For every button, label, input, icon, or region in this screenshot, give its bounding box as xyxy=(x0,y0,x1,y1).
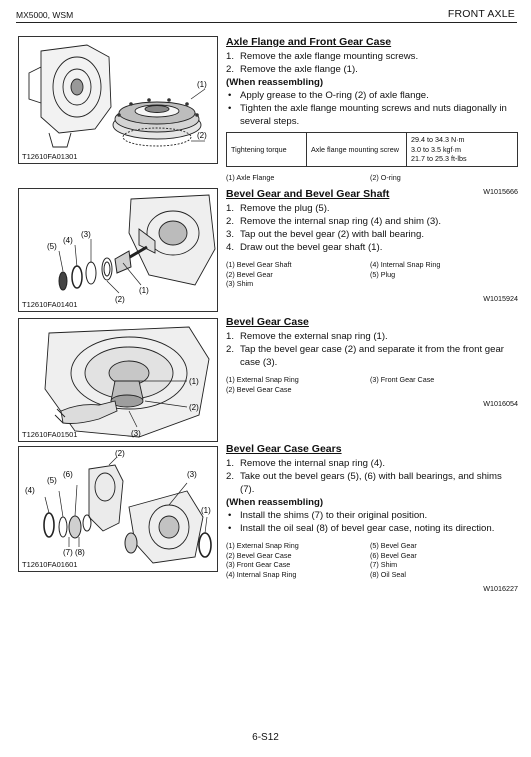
fig2-callout-3: (3) xyxy=(81,230,91,239)
section-title: Bevel Gear Case xyxy=(226,316,309,328)
fig2-callout-2: (2) xyxy=(115,295,125,304)
fig2-callout-5: (5) xyxy=(47,242,57,251)
step: 1. Remove the external snap ring (1). xyxy=(226,331,388,342)
section-title: Bevel Gear Case Gears xyxy=(226,443,342,455)
legend-item: (2) O-ring xyxy=(370,172,401,182)
bullet: • Apply grease to the O-ring (2) of axle flange. xyxy=(228,90,429,101)
fig4-callout-1: (1) xyxy=(201,506,211,515)
legend-item: (1) External Snap Ring xyxy=(226,375,299,384)
parts-legend xyxy=(226,541,518,579)
fig4-callout-6: (6) xyxy=(63,470,73,479)
doc-code: W1015924 xyxy=(483,293,518,303)
legend-item: (7) Shim xyxy=(370,560,398,570)
section-bevel-gear-case-gears xyxy=(226,443,518,593)
legend-item: (4) Internal Snap Ring xyxy=(226,569,297,579)
fig1-callout-2: (2) xyxy=(197,131,207,140)
step: 1. Remove the plug (5). xyxy=(226,203,330,214)
page-number: 6-S12 xyxy=(252,732,279,743)
legend-item xyxy=(370,385,518,395)
reassembly-heading: (When reassembling) xyxy=(226,77,324,88)
legend-item: (2) Bevel Gear Case xyxy=(226,384,292,394)
step: 4. Draw out the bevel gear shaft (1). xyxy=(226,242,383,253)
doc-code: W1016054 xyxy=(483,399,518,409)
bevel-gear-case-illustration xyxy=(19,319,218,442)
figure-bevel-gear-case-gears xyxy=(18,446,218,572)
section-title: Bevel Gear and Bevel Gear Shaft xyxy=(226,188,390,200)
fig4-callout-5: (5) xyxy=(47,476,57,485)
figure-axle-flange xyxy=(18,36,218,164)
torque-values: 29.4 to 34.3 N·m 3.0 to 3.5 kgf·m 21.7 to 25.3 ft-lbs xyxy=(407,133,518,167)
bullet: • Tighten the axle flange mounting screws and nuts diagonally in several steps. xyxy=(228,103,507,127)
step: 1. Remove the axle flange mounting screws. xyxy=(226,51,419,62)
parts-legend xyxy=(226,375,518,394)
step: 1. Remove the internal snap ring (4). xyxy=(226,458,386,469)
procedure-steps xyxy=(226,202,518,254)
doc-code: W1016227 xyxy=(483,584,518,594)
legend-item: (5) Plug xyxy=(370,269,396,279)
section-bevel-gear-shaft xyxy=(226,188,518,303)
section-title: Axle Flange and Front Gear Case xyxy=(226,36,392,48)
legend-item xyxy=(370,279,518,289)
fig4-callout-7-8: (7) (8) xyxy=(63,548,85,557)
bullet: • Install the oil seal (8) of bevel gear case, noting its direction. xyxy=(228,523,495,534)
section-axle-flange xyxy=(226,36,518,196)
page-header xyxy=(16,6,515,20)
doc-code: W1015666 xyxy=(483,187,518,197)
step: 3. Tap out the bevel gear (2) with ball bearing. xyxy=(226,229,424,240)
figure-bevel-gear-case xyxy=(18,318,218,442)
fig2-callout-4: (4) xyxy=(63,236,73,245)
legend-item: (3) Front Gear Case xyxy=(370,375,435,384)
legend-item: (1) Axle Flange xyxy=(226,172,275,182)
fig3-callout-2: (2) xyxy=(189,403,199,412)
legend-item: (6) Bevel Gear xyxy=(370,550,417,560)
fig1-callout-1: (1) xyxy=(197,80,207,89)
procedure-steps xyxy=(226,457,518,496)
fig3-callout-3: (3) xyxy=(131,429,141,438)
legend-item: (2) Bevel Gear Case xyxy=(226,550,292,560)
fig4-callout-2: (2) xyxy=(115,449,125,458)
fig2-callout-1: (1) xyxy=(139,286,149,295)
figure-id: T12610FA01301 xyxy=(22,152,78,161)
step: 2. Remove the axle flange (1). xyxy=(226,64,358,75)
legend-item: (1) External Snap Ring xyxy=(226,541,299,550)
reassembly-heading: (When reassembling) xyxy=(226,497,324,508)
legend-item: (3) Shim xyxy=(226,279,254,289)
legend-item: (3) Front Gear Case xyxy=(226,560,291,570)
figure-id: T12610FA01501 xyxy=(22,430,78,439)
legend-item: (2) Bevel Gear xyxy=(226,269,273,279)
figure-id: T12610FA01401 xyxy=(22,300,78,309)
header-manual-id: MX5000, WSM xyxy=(16,10,74,20)
torque-item: Axle flange mounting screw xyxy=(307,133,407,167)
fig4-callout-4: (4) xyxy=(25,486,35,495)
bevel-gear-case-gears-illustration xyxy=(19,447,218,572)
step: 2. Remove the internal snap ring (4) and shim (3). xyxy=(226,216,442,227)
step: 2. Take out the bevel gears (5), (6) with ball bearings, and shims (7). xyxy=(226,471,502,495)
figure-bevel-gear-shaft xyxy=(18,188,218,312)
header-rule xyxy=(16,22,517,23)
legend-item: (1) Bevel Gear Shaft xyxy=(226,260,292,269)
fig3-callout-1: (1) xyxy=(189,377,199,386)
procedure-steps xyxy=(226,50,518,76)
legend-item: (8) Oil Seal xyxy=(370,569,406,579)
parts-legend xyxy=(226,173,518,183)
step: 2. Tap the bevel gear case (2) and separate it from the front gear case (3). xyxy=(226,344,504,368)
header-chapter: FRONT AXLE xyxy=(447,8,515,20)
legend-item: (5) Bevel Gear xyxy=(370,541,417,550)
bevel-gear-shaft-illustration xyxy=(19,189,218,312)
bullet: • Install the shims (7) to their original position. xyxy=(228,510,428,521)
parts-legend xyxy=(226,260,518,289)
section-bevel-gear-case xyxy=(226,316,518,408)
procedure-steps xyxy=(226,330,518,369)
torque-label: Tightening torque xyxy=(227,133,307,167)
figure-id: T12610FA01601 xyxy=(22,560,78,569)
fig4-callout-3: (3) xyxy=(187,470,197,479)
legend-item: (4) Internal Snap Ring xyxy=(370,260,441,269)
torque-table xyxy=(226,132,518,167)
axle-flange-illustration xyxy=(19,37,218,164)
